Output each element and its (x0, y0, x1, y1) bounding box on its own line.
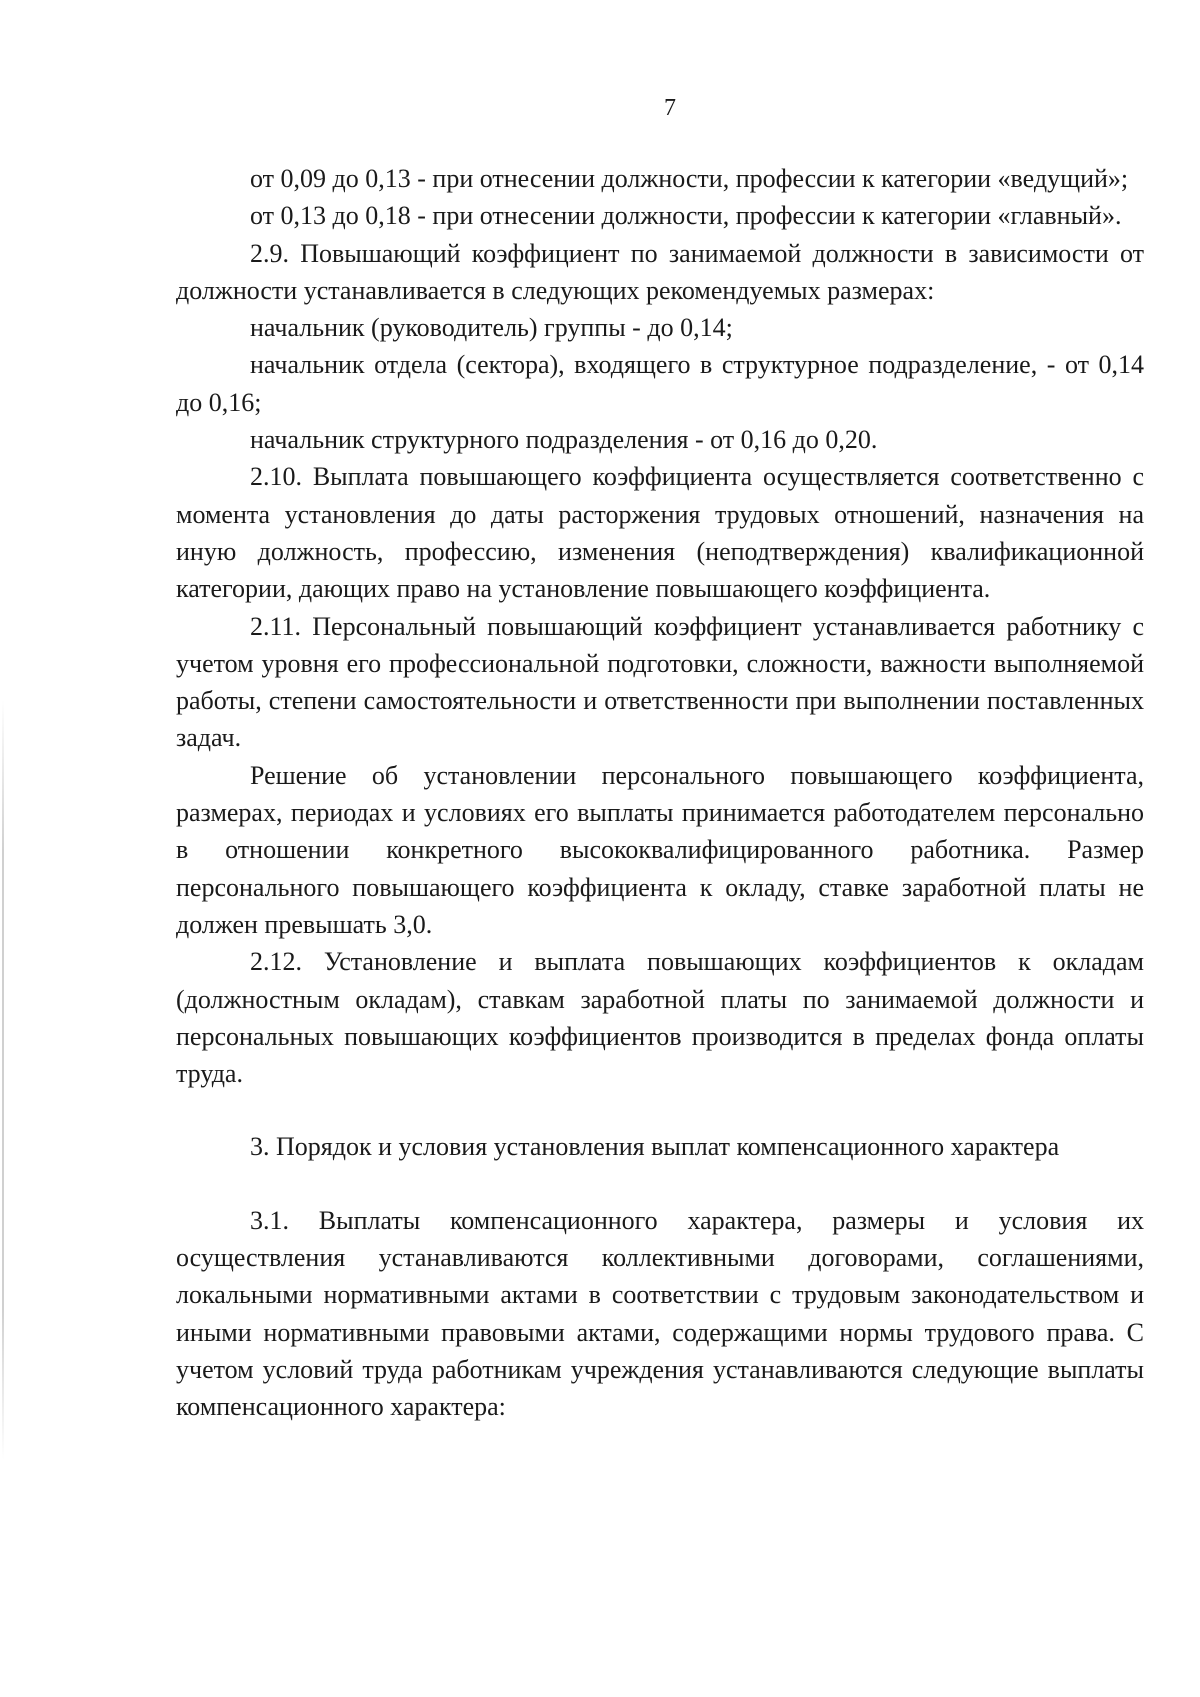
list-item: начальник (руководитель) группы - до 0,14; (250, 313, 733, 343)
paragraph: от 0,09 до 0,13 - при отнесении должности, профессии к категории «ведущий»; (250, 164, 1129, 193)
list-item: начальник отдела (сектора), входящего в структурное подразделение, - от 0,14 до 0,16; (176, 350, 1144, 417)
paragraph: 2.10. Выплата повышающего коэффициента осуществляется соответственно с момента установления до даты расторжения трудовых отношений, назначения на иную должность, профессию, изменения (неподтверждения) квалификационной категории, дающих право на установление повышающего коэффициента. (176, 462, 1144, 604)
paragraph: 3.1. Выплаты компенсационного характера, размеры и условия их осуществления устанавливаются коллективными договорами, соглашениями, локальными нормативными актами в соответствии с трудовым законодательством и иными нормативными правовыми актами, содержащими нормы трудового права. С учетом условий труда работникам учреждения устанавливаются следующие выплаты компенсационного характера: (176, 1205, 1144, 1422)
scan-edge-shadow (2, 700, 4, 1460)
document-body (176, 160, 1144, 1426)
page-number: 7 (664, 95, 676, 121)
section-heading: 3. Порядок и условия установления выплат компенсационного характера (250, 1132, 1060, 1162)
paragraph: от 0,13 до 0,18 - при отнесении должности, профессии к категории «главный». (250, 201, 1122, 231)
list-item: начальник структурного подразделения - от 0,16 до 0,20. (250, 425, 878, 455)
paragraph: 2.11. Персональный повышающий коэффициент устанавливается работнику с учетом уровня его профессиональной подготовки, сложности, важности выполняемой работы, степени самостоятельности и ответственности при выполнении поставленных задач. (176, 611, 1144, 753)
paragraph: 2.12. Установление и выплата повышающих коэффициентов к окладам (должностным окладам), ставкам заработной платы по занимаемой должности и персональных повышающих коэффициентов производится в пределах фонда оплаты труда. (176, 947, 1144, 1089)
paragraph: 2.9. Повышающий коэффициент по занимаемой должности в зависимости от должности устанавливается в следующих рекомендуемых размерах: (176, 238, 1144, 305)
paragraph: Решение об установлении персонального повышающего коэффициента, размерах, периодах и условиях его выплаты принимается работодателем персонально в отношении конкретного высококвалифицированного работника. Размер персонального повышающего коэффициента к окладу, ставке заработной платы не должен превышать 3,0. (176, 760, 1144, 939)
